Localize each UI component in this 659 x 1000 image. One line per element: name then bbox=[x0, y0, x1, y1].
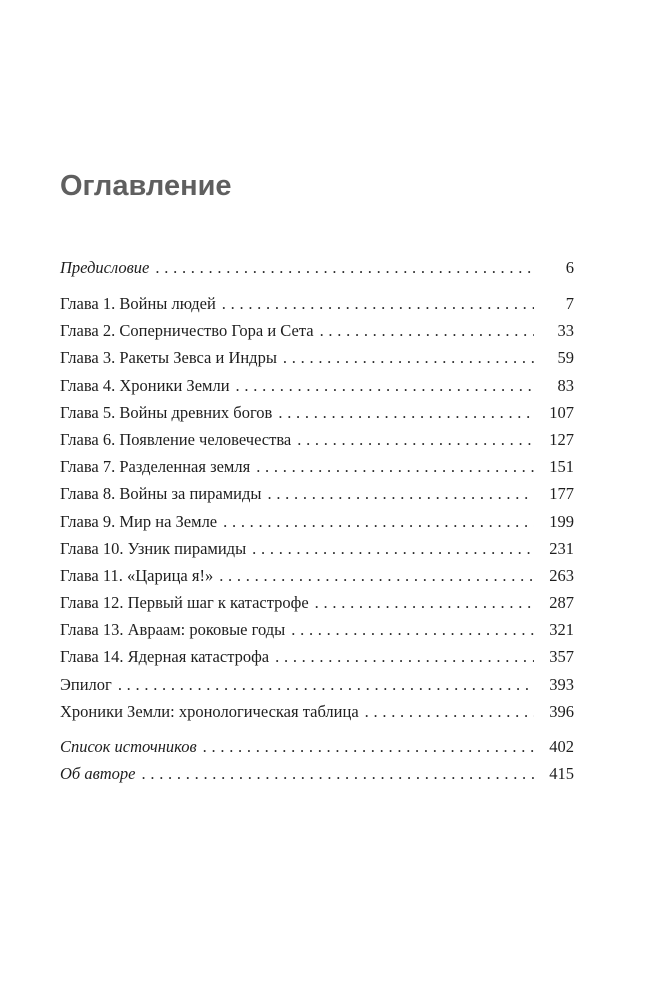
toc-entry bbox=[60, 733, 574, 760]
toc-entry bbox=[60, 372, 574, 399]
dot-leader bbox=[223, 508, 534, 535]
toc-entry-page-number: 396 bbox=[549, 701, 574, 721]
toc-entry bbox=[60, 535, 574, 562]
toc-entry-page-number: 393 bbox=[549, 674, 574, 694]
toc-entry-title: Глава 3. Ракеты Зевса и Индры bbox=[60, 348, 277, 368]
dot-leader bbox=[203, 733, 534, 760]
dot-leader bbox=[278, 399, 534, 426]
toc-entry bbox=[60, 317, 574, 344]
toc-entry bbox=[60, 290, 574, 317]
toc-entry-page-number: 6 bbox=[565, 258, 574, 277]
toc-entry-title: Об авторе bbox=[60, 764, 136, 784]
toc-entry-page-number: 83 bbox=[557, 375, 574, 395]
toc-entry-page-number: 127 bbox=[549, 429, 574, 449]
toc-entry-title: Глава 1. Войны людей bbox=[60, 294, 216, 313]
toc-entry-page-number: 287 bbox=[549, 593, 574, 613]
toc-entry bbox=[60, 698, 574, 725]
dot-leader bbox=[219, 562, 534, 589]
toc-back-matter-group bbox=[60, 733, 574, 787]
dot-leader bbox=[315, 589, 534, 616]
toc-entry bbox=[60, 643, 574, 670]
toc-entry-page-number: 231 bbox=[549, 538, 574, 558]
toc-entry bbox=[60, 344, 574, 371]
toc-entry-page-number: 263 bbox=[549, 565, 574, 585]
toc-entry bbox=[60, 671, 574, 698]
table-of-contents bbox=[60, 254, 574, 281]
dot-leader bbox=[155, 254, 534, 281]
dot-leader bbox=[118, 671, 534, 698]
toc-entry bbox=[60, 508, 574, 535]
toc-entry-title: Глава 8. Войны за пирамиды bbox=[60, 484, 262, 504]
toc-entry bbox=[60, 254, 574, 281]
dot-leader bbox=[252, 535, 534, 562]
toc-entry-page-number: 33 bbox=[557, 321, 574, 341]
toc-entry-page-number: 199 bbox=[549, 511, 574, 531]
dot-leader bbox=[297, 426, 534, 453]
table-of-contents-chapters bbox=[60, 290, 574, 725]
toc-entry-title: Предисловие bbox=[60, 258, 150, 277]
toc-entry bbox=[60, 616, 574, 643]
toc-entry-title: Глава 7. Разделенная земля bbox=[60, 457, 251, 477]
toc-entry bbox=[60, 399, 574, 426]
toc-entry-title: Список источников bbox=[60, 737, 197, 756]
toc-entry-page-number: 59 bbox=[557, 348, 574, 368]
toc-preface-group bbox=[60, 254, 574, 281]
toc-entry bbox=[60, 426, 574, 453]
toc-entry-page-number: 321 bbox=[549, 620, 574, 640]
toc-entry-title: Глава 10. Узник пирамиды bbox=[60, 538, 247, 558]
toc-entry bbox=[60, 589, 574, 616]
toc-entry-title: Эпилог bbox=[60, 674, 112, 694]
dot-leader bbox=[222, 290, 534, 317]
dot-leader bbox=[275, 643, 534, 670]
toc-entry-title: Глава 12. Первый шаг к катастрофе bbox=[60, 593, 309, 613]
toc-entry-page-number: 402 bbox=[549, 737, 574, 756]
toc-entry-page-number: 177 bbox=[549, 484, 574, 504]
table-of-contents-back-matter bbox=[60, 733, 574, 787]
toc-entry-page-number: 107 bbox=[549, 402, 574, 422]
toc-entry bbox=[60, 562, 574, 589]
toc-entry bbox=[60, 453, 574, 480]
dot-leader bbox=[320, 317, 534, 344]
toc-entry-page-number: 415 bbox=[549, 764, 574, 784]
toc-entry-title: Хроники Земли: хронологическая таблица bbox=[60, 701, 359, 721]
toc-entry-title: Глава 2. Соперничество Гора и Сета bbox=[60, 321, 314, 341]
toc-entry-title: Глава 14. Ядерная катастрофа bbox=[60, 647, 270, 667]
toc-entry bbox=[60, 760, 574, 787]
dot-leader bbox=[291, 616, 534, 643]
toc-entry-title: Глава 4. Хроники Земли bbox=[60, 375, 230, 395]
dot-leader bbox=[267, 480, 534, 507]
toc-entry-page-number: 357 bbox=[549, 647, 574, 667]
dot-leader bbox=[256, 453, 534, 480]
toc-entry-title: Глава 9. Мир на Земле bbox=[60, 511, 218, 531]
dot-leader bbox=[365, 698, 534, 725]
toc-entry-page-number: 151 bbox=[549, 457, 574, 477]
toc-entry-page-number: 7 bbox=[565, 294, 574, 313]
dot-leader bbox=[142, 760, 535, 787]
toc-chapters-group bbox=[60, 290, 574, 725]
dot-leader bbox=[236, 372, 534, 399]
toc-entry-title: Глава 11. «Царица я!» bbox=[60, 565, 214, 585]
toc-entry bbox=[60, 480, 574, 507]
toc-entry-title: Глава 5. Войны древних богов bbox=[60, 402, 273, 422]
dot-leader bbox=[283, 344, 534, 371]
toc-entry-title: Глава 13. Авраам: роковые годы bbox=[60, 620, 286, 640]
toc-entry-title: Глава 6. Появление человечества bbox=[60, 429, 292, 449]
page-title: Оглавление bbox=[60, 170, 232, 202]
